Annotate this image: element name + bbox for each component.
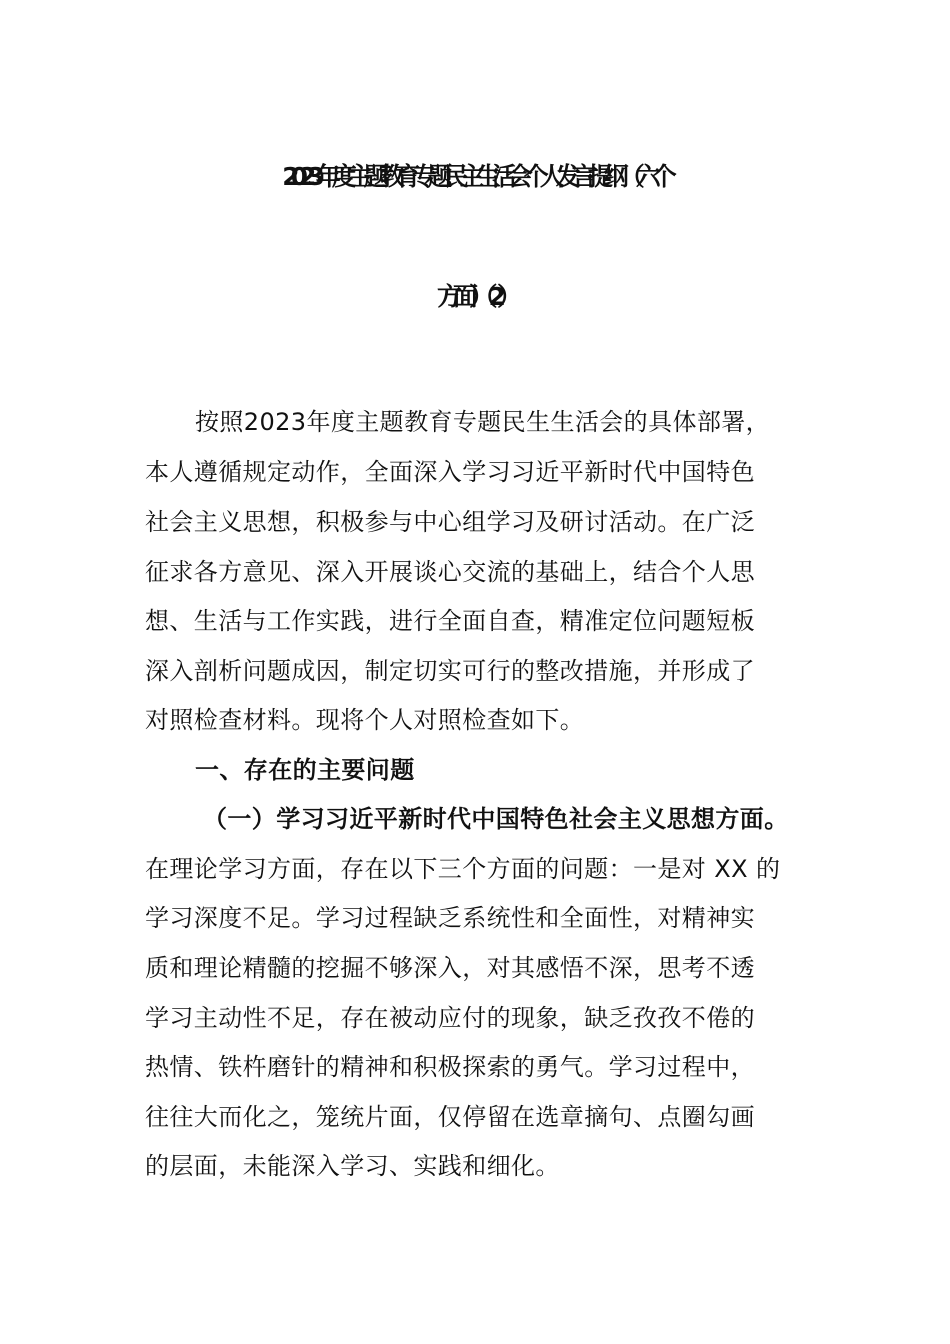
paragraph-1-line-4: 征求各方意见、深入开展谈心交流的基础上，结合个人思 [145,558,755,586]
paragraph-2-line-7: 的层面，未能深入学习、实践和细化。 [145,1152,560,1180]
document-title-line-1: 2023年度主题教育专题民主生活会个人发言提纲（六个 [282,162,668,191]
paragraph-1-line-7: 对照检查材料。现将个人对照检查如下。 [145,706,585,734]
section-1-heading: 一、存在的主要问题 [195,756,415,784]
paragraph-1-line-5: 想、生活与工作实践，进行全面自查，精准定位问题短板 [145,607,755,635]
paragraph-2-line-4: 学习主动性不足，存在被动应付的现象，缺乏孜孜不倦的 [145,1004,755,1032]
paragraph-2-line-1: 在理论学习方面，存在以下三个方面的问题：一是对 XX 的 [145,855,781,883]
paragraph-1-line-6: 深入剖析问题成因，制定切实可行的整改措施，并形成了 [145,657,755,685]
document-title-line-2: 方面）（2） [437,282,513,311]
paragraph-1-line-1: 按照2023年度主题教育专题民生生活会的具体部署， [195,408,771,436]
paragraph-2-line-2: 学习深度不足。学习过程缺乏系统性和全面性，对精神实 [145,904,755,932]
paragraph-1-line-2: 本人遵循规定动作，全面深入学习习近平新时代中国特色 [145,458,755,486]
paragraph-2-line-5: 热情、铁杵磨针的精神和积极探索的勇气。学习过程中， [145,1053,755,1081]
paragraph-1-line-3: 社会主义思想，积极参与中心组学习及研讨活动。在广泛 [145,508,755,536]
paragraph-2-line-6: 往往大而化之，笼统片面，仅停留在选章摘句、点圈勾画 [145,1103,755,1131]
subsection-1-heading: （一）学习习近平新时代中国特色社会主义思想方面。 [203,805,789,833]
paragraph-2-line-3: 质和理论精髓的挖掘不够深入，对其感悟不深，思考不透 [145,954,755,982]
